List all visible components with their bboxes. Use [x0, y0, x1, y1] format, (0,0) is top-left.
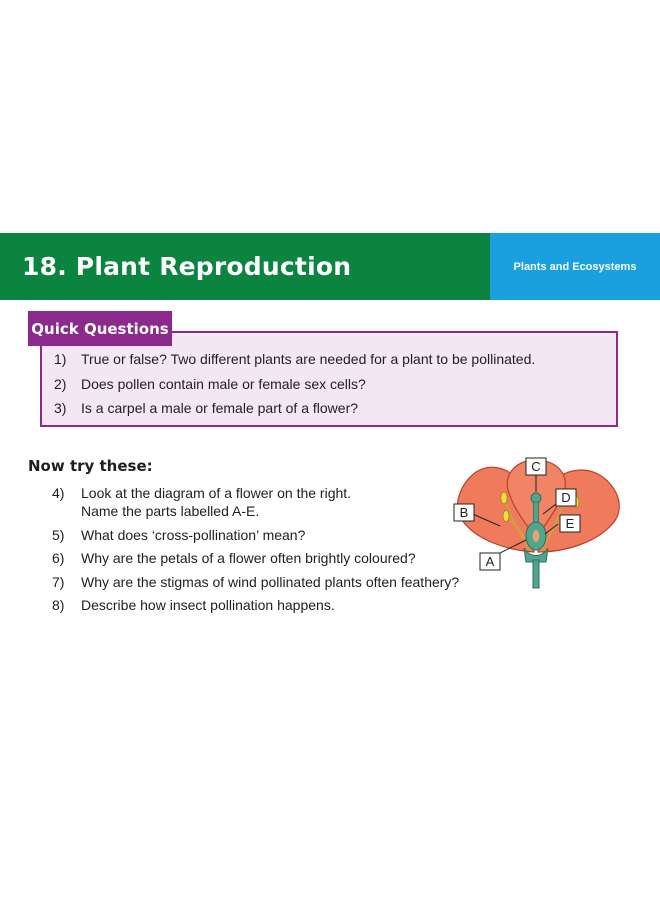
question-number: 7): [52, 573, 65, 590]
question-item: [52, 549, 492, 567]
topic-label: Plants and Ecosystems: [513, 260, 637, 273]
question-text: [81, 484, 351, 520]
question-text: Does pollen contain male or female sex cells?: [81, 375, 366, 392]
label-a-box: [480, 553, 500, 570]
style: [534, 502, 539, 524]
label-b-box: [454, 504, 474, 521]
question-number: 5): [52, 526, 65, 543]
anther: [503, 511, 509, 522]
question-item: [54, 375, 614, 400]
label-b: B: [459, 505, 469, 520]
question-text: Describe how insect pollination happens.: [81, 597, 335, 613]
stem: [533, 560, 539, 588]
now-try-list: [52, 484, 492, 620]
label-c: C: [531, 459, 541, 474]
label-c-box: [526, 458, 546, 475]
label-a: A: [485, 554, 495, 569]
now-try-heading: Now try these:: [28, 457, 153, 475]
question-line: Look at the diagram of a flower on the right.: [81, 485, 352, 501]
anther: [501, 492, 507, 504]
page-title: 18. Plant Reproduction: [22, 252, 352, 281]
question-text: True or false? Two different plants are needed for a plant to be pollinated.: [81, 351, 536, 367]
question-text: Why are the petals of a flower often brightly coloured?: [81, 550, 416, 566]
quick-questions-heading: Quick Questions: [31, 319, 169, 338]
label-e-box: [560, 515, 580, 532]
question-item: [52, 526, 492, 544]
quick-questions-list: [54, 350, 614, 424]
question-text: What does ‘cross-pollination’ mean?: [81, 526, 306, 543]
question-item: [54, 399, 614, 424]
header-banner: [0, 233, 660, 300]
ovule: [533, 530, 540, 542]
label-d-box: [556, 489, 576, 506]
question-number: 1): [54, 351, 67, 367]
question-line: Name the parts labelled A-E.: [81, 503, 260, 519]
stigma: [531, 493, 541, 503]
question-number: 3): [54, 400, 67, 416]
question-text: Why are the stigmas of wind pollinated plants often feathery?: [81, 573, 460, 590]
question-number: 8): [52, 597, 65, 613]
question-item: [52, 596, 492, 614]
label-e: E: [565, 516, 575, 531]
flower-diagram: [446, 454, 626, 590]
label-d: D: [561, 490, 571, 505]
question-item: [54, 350, 614, 375]
question-number: 4): [52, 485, 65, 501]
question-number: 6): [52, 550, 65, 566]
question-text: Is a carpel a male or female part of a flower?: [81, 400, 359, 416]
title-panel: [0, 233, 490, 300]
question-number: 2): [54, 375, 67, 392]
question-item: [52, 573, 492, 591]
quick-questions-tab: [28, 311, 172, 346]
topic-panel: [490, 233, 660, 300]
question-item: [52, 484, 492, 520]
